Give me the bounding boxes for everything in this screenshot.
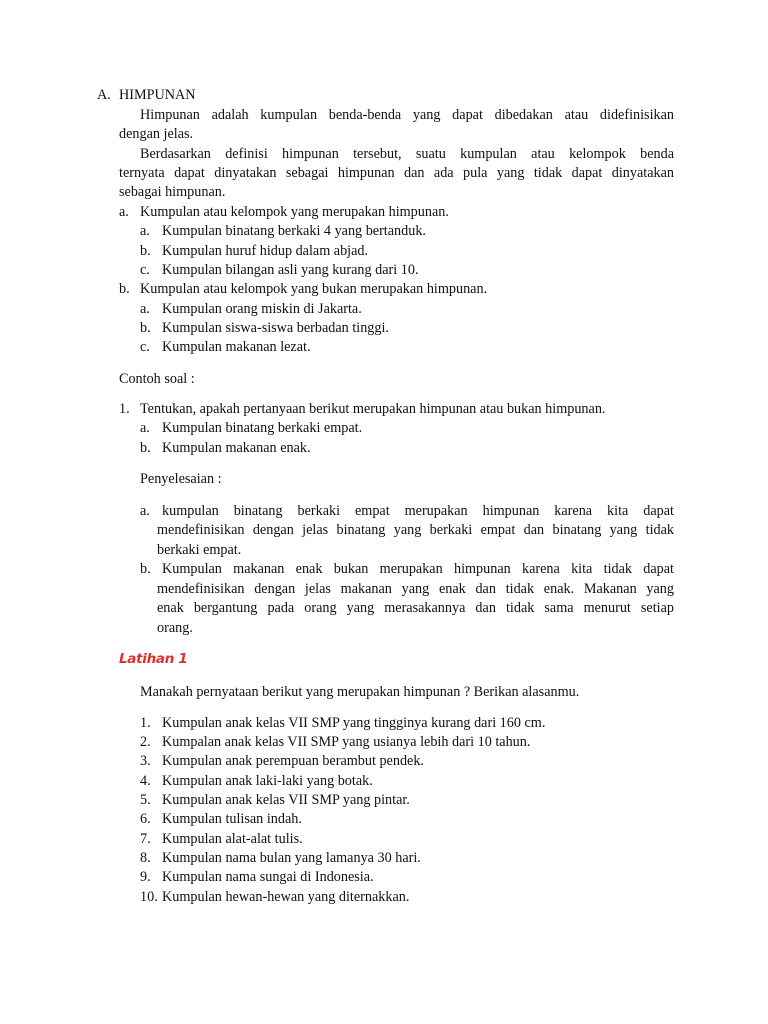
question-item-text: Kumpulan binatang berkaki empat.	[162, 420, 363, 436]
question-item-marker: a.	[140, 420, 150, 436]
solution-label: Penyelesaian :	[140, 471, 222, 487]
contoh-soal-label: Contoh soal :	[119, 371, 195, 387]
group-a-item-text: Kumpulan bilangan asli yang kurang dari 10.	[162, 262, 419, 278]
group-b-marker: b.	[119, 281, 130, 297]
solution-b-line-2: mendefinisikan dengan jelas makanan yang enak dan tidak enak. Makanan yang	[157, 581, 674, 597]
exercise-text: Kumpulan nama bulan yang lamanya 30 hari.	[162, 850, 421, 866]
question-item-text: Kumpulan makanan enak.	[162, 440, 311, 456]
exercise-number: 10.	[140, 889, 158, 905]
exercise-number: 4.	[140, 773, 151, 789]
exercise-number: 3.	[140, 753, 151, 769]
exercise-number: 9.	[140, 869, 151, 885]
paragraph-1-line-1: Himpunan adalah kumpulan benda-benda yang dapat dibedakan atau didefinisikan	[140, 107, 674, 123]
exercise-text: Kumpalan anak kelas VII SMP yang usianya lebih dari 10 tahun.	[162, 734, 531, 750]
exercise-number: 8.	[140, 850, 151, 866]
exercise-number: 1.	[140, 715, 151, 731]
question-number: 1.	[119, 401, 130, 417]
paragraph-1-line-2: dengan jelas.	[119, 126, 194, 142]
group-a-marker: a.	[119, 204, 129, 220]
group-b-item-text: Kumpulan siswa-siswa berbadan tinggi.	[162, 320, 389, 336]
exercise-text: Kumpulan anak kelas VII SMP yang pintar.	[162, 792, 410, 808]
exercise-text: Kumpulan hewan-hewan yang diternakkan.	[162, 889, 410, 905]
solution-marker: b.	[140, 561, 151, 577]
solution-marker: a.	[140, 503, 150, 519]
group-b-item-marker: b.	[140, 320, 151, 336]
exercise-number: 5.	[140, 792, 151, 808]
group-b-item-marker: a.	[140, 301, 150, 317]
solution-a-line-2: mendefinisikan dengan jelas binatang yang berkaki empat dan binatang yang tidak	[157, 522, 674, 538]
exercise-text: Kumpulan tulisan indah.	[162, 811, 302, 827]
exercise-text: Kumpulan anak laki-laki yang botak.	[162, 773, 373, 789]
group-a-item-text: Kumpulan huruf hidup dalam abjad.	[162, 243, 369, 259]
exercise-number: 2.	[140, 734, 151, 750]
group-b-title: Kumpulan atau kelompok yang bukan merupakan himpunan.	[140, 281, 488, 297]
exercise-text: Kumpulan anak perempuan berambut pendek.	[162, 753, 424, 769]
group-a-item-marker: a.	[140, 223, 150, 239]
solution-a-line-3: berkaki empat.	[157, 542, 242, 558]
group-a-item-marker: b.	[140, 243, 151, 259]
exercise-text: Kumpulan anak kelas VII SMP yang tingginya kurang dari 160 cm.	[162, 715, 546, 731]
question-item-marker: b.	[140, 440, 151, 456]
paragraph-2-line-2: ternyata dapat dinyatakan sebagai himpunan dan ada pula yang tidak dapat dinyatakan	[119, 165, 674, 181]
paragraph-2-line-1: Berdasarkan definisi himpunan tersebut, suatu kumpulan atau kelompok benda	[140, 146, 674, 162]
group-a-title: Kumpulan atau kelompok yang merupakan himpunan.	[140, 204, 449, 220]
question-text: Tentukan, apakah pertanyaan berikut merupakan himpunan atau bukan himpunan.	[140, 401, 606, 417]
exercise-number: 6.	[140, 811, 151, 827]
solution-b-line-1: Kumpulan makanan enak bukan merupakan himpunan karena kita tidak dapat	[162, 561, 674, 577]
solution-b-line-4: orang.	[157, 620, 193, 636]
group-b-item-marker: c.	[140, 339, 150, 355]
exercise-number: 7.	[140, 831, 151, 847]
solution-a-line-1: kumpulan binatang berkaki empat merupakan himpunan karena kita dapat	[162, 503, 674, 519]
section-title: HIMPUNAN	[119, 87, 196, 103]
group-b-item-text: Kumpulan makanan lezat.	[162, 339, 311, 355]
solution-b-line-3: enak bergantung pada orang yang merasakannya dan tidak sama menurut setiap	[157, 600, 674, 616]
section-letter: A.	[97, 87, 111, 103]
group-a-item-text: Kumpulan binatang berkaki 4 yang bertanduk.	[162, 223, 426, 239]
paragraph-2-line-3: sebagai himpunan.	[119, 184, 226, 200]
exercise-text: Kumpulan alat-alat tulis.	[162, 831, 303, 847]
exercise-text: Kumpulan nama sungai di Indonesia.	[162, 869, 374, 885]
group-b-item-text: Kumpulan orang miskin di Jakarta.	[162, 301, 362, 317]
latihan-prompt: Manakah pernyataan berikut yang merupakan himpunan ? Berikan alasanmu.	[140, 684, 580, 700]
group-a-item-marker: c.	[140, 262, 150, 278]
latihan-title: Latihan 1	[119, 651, 188, 667]
